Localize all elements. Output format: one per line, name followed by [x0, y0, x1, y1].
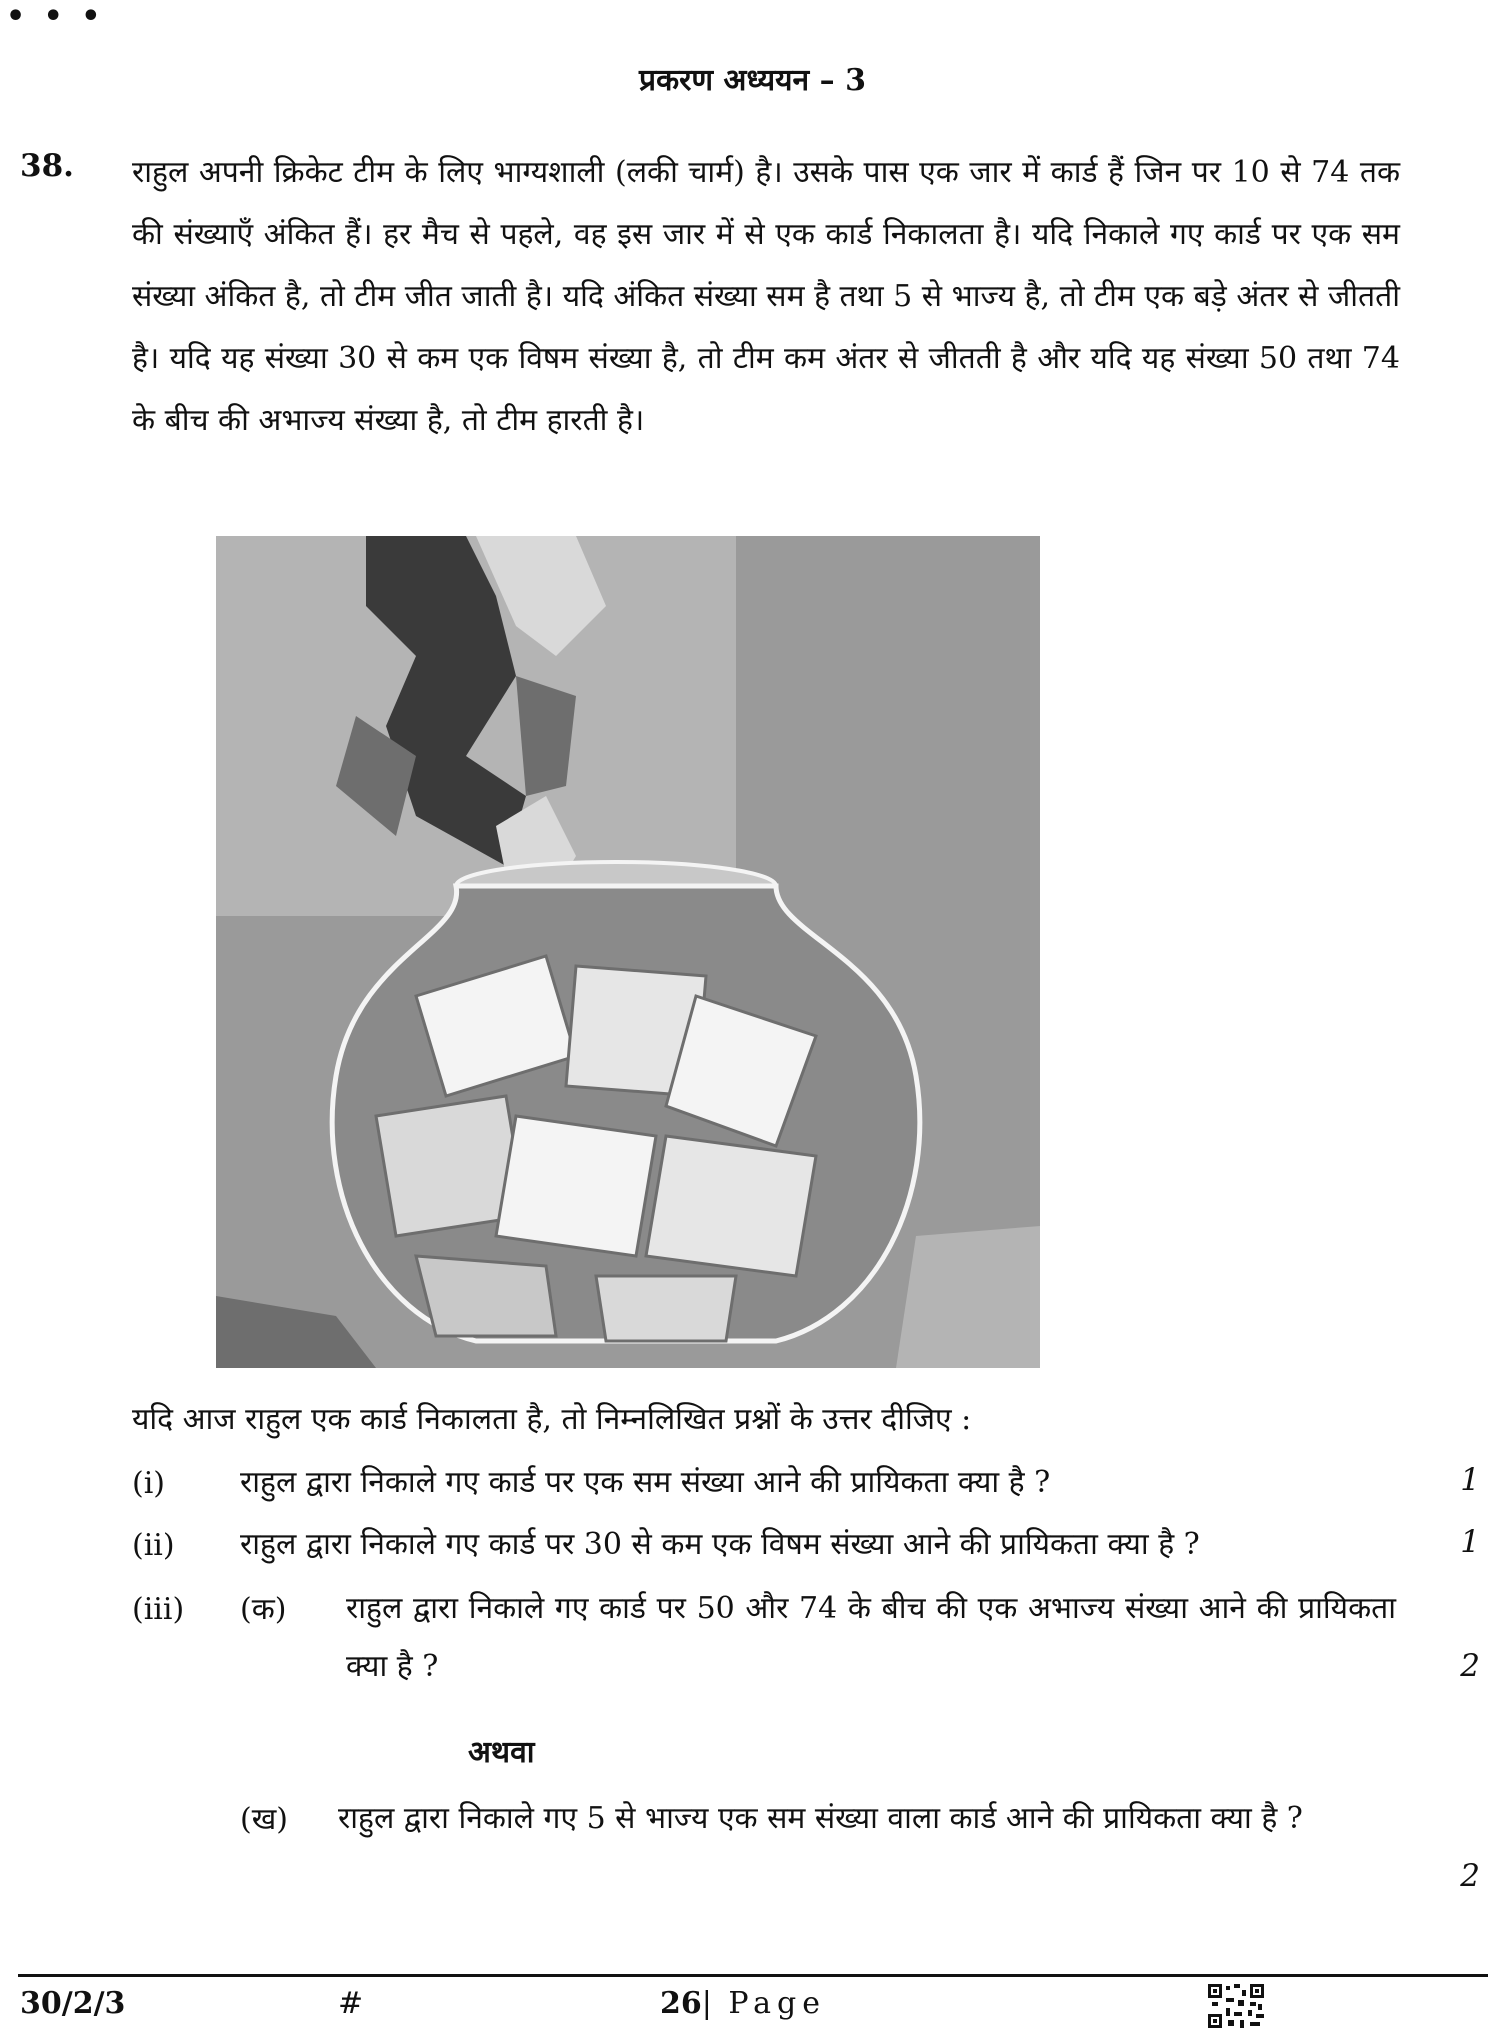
part-i-label: (i)	[132, 1466, 166, 1501]
page-separator: |	[701, 1986, 718, 2021]
page-word: Page	[728, 1986, 826, 2021]
page-number: 26	[660, 1986, 702, 2021]
question-intro: यदि आज राहुल एक कार्ड निकालता है, तो निम्नलिखित प्रश्नों के उत्तर दीजिए :	[132, 1402, 972, 1437]
jar-photo	[216, 536, 1040, 1368]
part-i-marks: 1	[1460, 1462, 1480, 1498]
part-ii-text: राहुल द्वारा निकाले गए कार्ड पर 30 से कम एक विषम संख्या आने की प्रायिकता क्या है ?	[240, 1527, 1200, 1562]
footer-hash: #	[338, 1986, 364, 2021]
paper-code: 30/2/3	[20, 1986, 126, 2021]
part-iii-label: (iii)	[132, 1592, 185, 1627]
part-ii-marks: 1	[1460, 1524, 1480, 1560]
jar-illustration	[216, 536, 1040, 1368]
part-iii-b-text: राहुल द्वारा निकाले गए 5 से भाज्य एक सम संख्या वाला कार्ड आने की प्रायिकता क्या है ?	[338, 1801, 1303, 1836]
part-iii-b-label: (ख)	[240, 1802, 288, 1837]
or-separator: अथवा	[468, 1735, 535, 1770]
question-passage: राहुल अपनी क्रिकेट टीम के लिए भाग्यशाली (लकी चार्म) है। उसके पास एक जार में कार्ड हैं जिन पर 10 से 74 तक की संख्याएँ अंकित हैं। हर मैच से पहले, वह इस जार में से एक कार्ड निकालता है। यदि निकाले गए कार्ड पर एक सम संख्या अंकित है, तो टीम जीत जाती है। यदि अंकित संख्या सम है तथा 5 से भाज्य है, तो टीम एक बड़े अंतर से जीतती है। यदि यह संख्या 30 से कम एक विषम संख्या है, तो टीम कम अंतर से जीतती है और यदि यह संख्या 50 तथा 74 के बीच की अभाज्य संख्या है, तो टीम हारती है।	[132, 155, 1400, 438]
part-i-text: राहुल द्वारा निकाले गए कार्ड पर एक सम संख्या आने की प्रायिकता क्या है ?	[240, 1465, 1051, 1500]
part-iii-a-marks: 2	[1460, 1648, 1480, 1684]
qr-code-icon	[1208, 1984, 1264, 2028]
footer-rule	[18, 1974, 1488, 1977]
part-iii-b-marks: 2	[1460, 1858, 1480, 1894]
top-dots: • • •	[6, 0, 105, 34]
page-indicator	[660, 1984, 826, 2024]
part-ii-label: (ii)	[132, 1528, 175, 1563]
part-iii-a-text: राहुल द्वारा निकाले गए कार्ड पर 50 और 74 के बीच की एक अभाज्य संख्या आने की प्रायिकता क्या है ?	[346, 1591, 1396, 1684]
question-number: 38.	[20, 148, 74, 184]
section-heading: प्रकरण अध्ययन – 3	[639, 63, 866, 98]
part-iii-a-label: (क)	[240, 1592, 287, 1627]
